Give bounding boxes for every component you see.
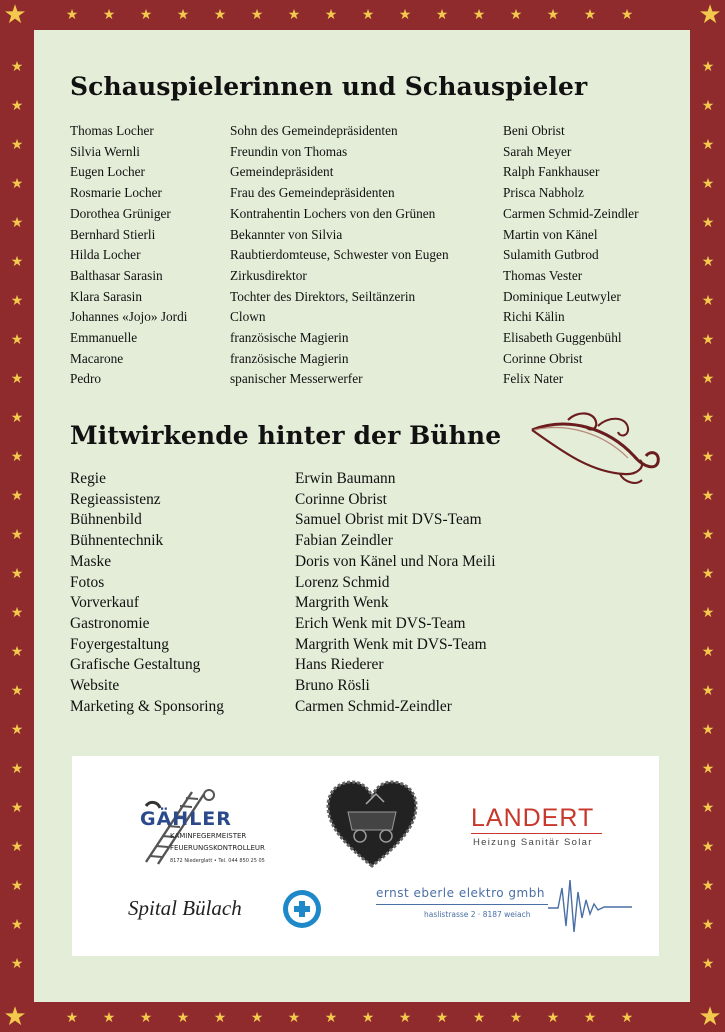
cast-role-description: Clown [230, 309, 266, 325]
border-star-icon: ★ [398, 1010, 412, 1026]
border-star-icon: ★ [472, 7, 486, 23]
border-star-icon: ★ [620, 7, 634, 23]
border-star-icon: ★ [701, 215, 715, 231]
eberle-name: ernst eberle elektro gmbh [376, 886, 545, 900]
cast-role-description: Sohn des Gemeindepräsidenten [230, 123, 398, 138]
border-star-icon: ★ [701, 878, 715, 894]
crew-task: Regieassistenz [70, 490, 161, 508]
border-star-icon: ★ [10, 683, 24, 699]
cast-role-name: Hilda Locher [70, 247, 141, 263]
border-star-icon: ★ [701, 410, 715, 426]
corner-star-icon: ★ [3, 1002, 27, 1032]
crew-task: Vorverkauf [70, 594, 139, 612]
cast-actor-name: Ralph Fankhauser [503, 164, 600, 180]
border-star-icon: ★ [324, 7, 338, 23]
crew-person: Margrith Wenk [295, 594, 389, 612]
border-star-icon: ★ [65, 7, 79, 23]
border-star-icon: ★ [102, 1010, 116, 1026]
crew-person: Doris von Känel und Nora Meili [295, 552, 496, 570]
border-star-icon: ★ [10, 917, 24, 933]
border-star-icon: ★ [701, 293, 715, 309]
border-star-icon: ★ [701, 332, 715, 348]
border-star-icon: ★ [10, 722, 24, 738]
cast-role-description: Freundin von Thomas [230, 143, 348, 159]
border-star-icon: ★ [398, 7, 412, 23]
border-star-icon: ★ [10, 371, 24, 387]
border-star-icon: ★ [10, 644, 24, 660]
cast-role-name: Thomas Locher [70, 123, 154, 138]
border-star-icon: ★ [361, 1010, 375, 1026]
border-star-icon: ★ [10, 215, 24, 231]
border-star-icon: ★ [10, 566, 24, 582]
cast-role-description: Bekannter von Silvia [230, 226, 343, 242]
cast-role-name: Balthasar Sarasin [70, 267, 163, 283]
border-star-icon: ★ [10, 800, 24, 816]
cast-actor-name: Richi Kälin [503, 309, 565, 325]
border-star-icon: ★ [701, 956, 715, 972]
crew-person: Erwin Baumann [295, 470, 396, 487]
border-star-icon: ★ [287, 1010, 301, 1026]
crew-task: Bühnenbild [70, 511, 142, 529]
crew-task-column [70, 469, 224, 717]
border-star-icon: ★ [701, 137, 715, 153]
landert-logo [468, 804, 608, 854]
border-star-icon: ★ [701, 98, 715, 114]
cast-actor-name: Corinne Obrist [503, 350, 583, 366]
border-star-icon: ★ [10, 956, 24, 972]
cast-role-name: Rosmarie Locher [70, 185, 162, 201]
crew-person-column [295, 469, 495, 717]
border-star-icon: ★ [10, 449, 24, 465]
border-star-icon: ★ [701, 488, 715, 504]
border-star-icon: ★ [213, 1010, 227, 1026]
crew-person: Lorenz Schmid [295, 573, 390, 591]
border-star-icon: ★ [10, 410, 24, 426]
border-star-icon: ★ [213, 7, 227, 23]
cast-actor-column [503, 121, 639, 390]
border-star-icon: ★ [472, 1010, 486, 1026]
spital-buelach-name: Spital Bülach [128, 896, 242, 920]
border-star-icon: ★ [701, 449, 715, 465]
border-star-icon: ★ [10, 332, 24, 348]
spital-cross-icon [281, 888, 323, 930]
border-star-icon: ★ [583, 1010, 597, 1026]
crew-heading: Mitwirkende hinter der Bühne [70, 421, 502, 450]
crew-task: Foyergestaltung [70, 635, 169, 653]
border-star-icon: ★ [701, 644, 715, 660]
crew-task: Marketing & Sponsoring [70, 697, 224, 715]
border-star-icon: ★ [10, 878, 24, 894]
border-star-icon: ★ [701, 722, 715, 738]
gaehler-line1: KAMINFEGERMEISTER [170, 832, 247, 840]
cast-role-name: Pedro [70, 371, 102, 387]
cast-role-name: Eugen Locher [70, 164, 145, 180]
border-star-icon: ★ [139, 1010, 153, 1026]
border-star-icon: ★ [701, 605, 715, 621]
cast-role-description: spanischer Messerwerfer [230, 371, 363, 387]
border-star-icon: ★ [176, 7, 190, 23]
border-star-icon: ★ [10, 59, 24, 75]
cast-role-name: Klara Sarasin [70, 288, 142, 304]
border-star-icon: ★ [250, 1010, 264, 1026]
crew-task: Fotos [70, 573, 105, 591]
cast-role-name: Silvia Wernli [70, 143, 140, 159]
gaehler-line2: FEUERUNGSKONTROLLEUR [170, 844, 265, 852]
crew-person: Bruno Rösli [295, 677, 370, 695]
border-star-icon: ★ [65, 1010, 79, 1026]
cast-role-description: französische Magierin [230, 330, 349, 346]
border-star-icon: ★ [10, 137, 24, 153]
border-star-icon: ★ [435, 7, 449, 23]
cast-actor-name: Felix Nater [503, 371, 564, 387]
cast-role-description: Frau des Gemeindepräsidenten [230, 185, 395, 201]
cast-role-description: Zirkusdirektor [230, 267, 307, 283]
border-star-icon: ★ [701, 176, 715, 192]
landert-tagline: Heizung Sanitär Solar [473, 837, 593, 848]
cast-role-description: Gemeindepräsident [230, 164, 334, 180]
border-star-icon: ★ [701, 59, 715, 75]
cast-description-column [230, 121, 449, 390]
heart-emblem-icon [324, 778, 420, 870]
border-star-icon: ★ [10, 527, 24, 543]
cast-role-description: Tochter des Direktors, Seiltänzerin [230, 288, 416, 304]
crew-person: Hans Riederer [295, 656, 384, 674]
border-star-icon: ★ [10, 605, 24, 621]
cast-role-description: Kontrahentin Lochers von den Grünen [230, 205, 436, 221]
border-star-icon: ★ [583, 7, 597, 23]
cast-actor-name: Beni Obrist [503, 123, 565, 138]
cast-role-name: Emmanuelle [70, 330, 138, 346]
crew-person: Margrith Wenk mit DVS-Team [295, 635, 487, 653]
cast-actor-name: Prisca Nabholz [503, 185, 584, 201]
border-star-icon: ★ [287, 7, 301, 23]
border-star-icon: ★ [250, 7, 264, 23]
eberle-address: haslistrasse 2 · 8187 weiach [424, 910, 531, 919]
gaehler-logo [136, 786, 286, 868]
border-star-icon: ★ [701, 761, 715, 777]
border-star-icon: ★ [10, 293, 24, 309]
cast-role-description: Raubtierdomteuse, Schwester von Eugen [230, 247, 449, 263]
border-star-icon: ★ [102, 7, 116, 23]
border-star-icon: ★ [701, 683, 715, 699]
cast-role-name: Macarone [70, 350, 124, 366]
border-star-icon: ★ [10, 98, 24, 114]
crew-task: Maske [70, 552, 112, 570]
signal-wave-icon [548, 874, 632, 934]
crew-task: Website [70, 677, 120, 695]
border-star-icon: ★ [324, 1010, 338, 1026]
cast-actor-name: Sarah Meyer [503, 143, 572, 159]
crew-task: Gastronomie [70, 614, 150, 632]
corner-star-icon: ★ [698, 0, 722, 30]
border-star-icon: ★ [10, 488, 24, 504]
cast-actor-name: Carmen Schmid-Zeindler [503, 205, 639, 221]
gaehler-line3: 8172 Niederglatt • Tel. 044 850 25 05 [170, 858, 265, 864]
border-star-icon: ★ [701, 254, 715, 270]
border-star-icon: ★ [620, 1010, 634, 1026]
border-star-icon: ★ [435, 1010, 449, 1026]
cast-actor-name: Martin von Känel [503, 226, 598, 242]
border-star-icon: ★ [701, 839, 715, 855]
corner-star-icon: ★ [3, 0, 27, 30]
border-star-icon: ★ [10, 839, 24, 855]
cast-actor-name: Dominique Leutwyler [503, 288, 621, 304]
cast-actor-name: Sulamith Gutbrod [503, 247, 599, 263]
scroll-ornament-icon [528, 408, 663, 490]
border-star-icon: ★ [701, 917, 715, 933]
border-star-icon: ★ [10, 254, 24, 270]
border-star-icon: ★ [139, 7, 153, 23]
crew-person: Corinne Obrist [295, 490, 387, 508]
border-star-icon: ★ [509, 1010, 523, 1026]
crew-task: Regie [70, 470, 106, 487]
crew-person: Fabian Zeindler [295, 532, 393, 550]
border-star-icon: ★ [546, 7, 560, 23]
crew-person: Erich Wenk mit DVS-Team [295, 614, 466, 632]
border-star-icon: ★ [701, 527, 715, 543]
landert-name: LANDERT [471, 804, 595, 832]
crew-person: Carmen Schmid-Zeindler [295, 697, 452, 715]
sponsor-logos-panel [72, 756, 659, 956]
cast-actor-name: Elisabeth Guggenbühl [503, 330, 622, 346]
corner-star-icon: ★ [698, 1002, 722, 1032]
crew-person: Samuel Obrist mit DVS-Team [295, 511, 482, 529]
border-star-icon: ★ [10, 176, 24, 192]
gaehler-name: GÄHLER [140, 808, 232, 830]
cast-role-description: französische Magierin [230, 350, 349, 366]
border-star-icon: ★ [361, 7, 375, 23]
border-star-icon: ★ [509, 7, 523, 23]
cast-role-name: Bernhard Stierli [70, 226, 156, 242]
border-star-icon: ★ [10, 761, 24, 777]
cast-heading: Schauspielerinnen und Schauspieler [70, 72, 588, 101]
cast-role-name: Dorothea Grüniger [70, 205, 171, 221]
border-star-icon: ★ [701, 371, 715, 387]
cast-role-column [70, 121, 187, 390]
landert-rule [471, 833, 602, 834]
crew-task: Grafische Gestaltung [70, 656, 201, 674]
cast-role-name: Johannes «Jojo» Jordi [70, 309, 188, 325]
border-star-icon: ★ [546, 1010, 560, 1026]
border-star-icon: ★ [701, 566, 715, 582]
eberle-rule [376, 904, 548, 905]
cast-actor-name: Thomas Vester [503, 267, 583, 283]
border-star-icon: ★ [176, 1010, 190, 1026]
border-star-icon: ★ [701, 800, 715, 816]
crew-task: Bühnentechnik [70, 532, 164, 550]
eberle-logo [372, 874, 642, 940]
